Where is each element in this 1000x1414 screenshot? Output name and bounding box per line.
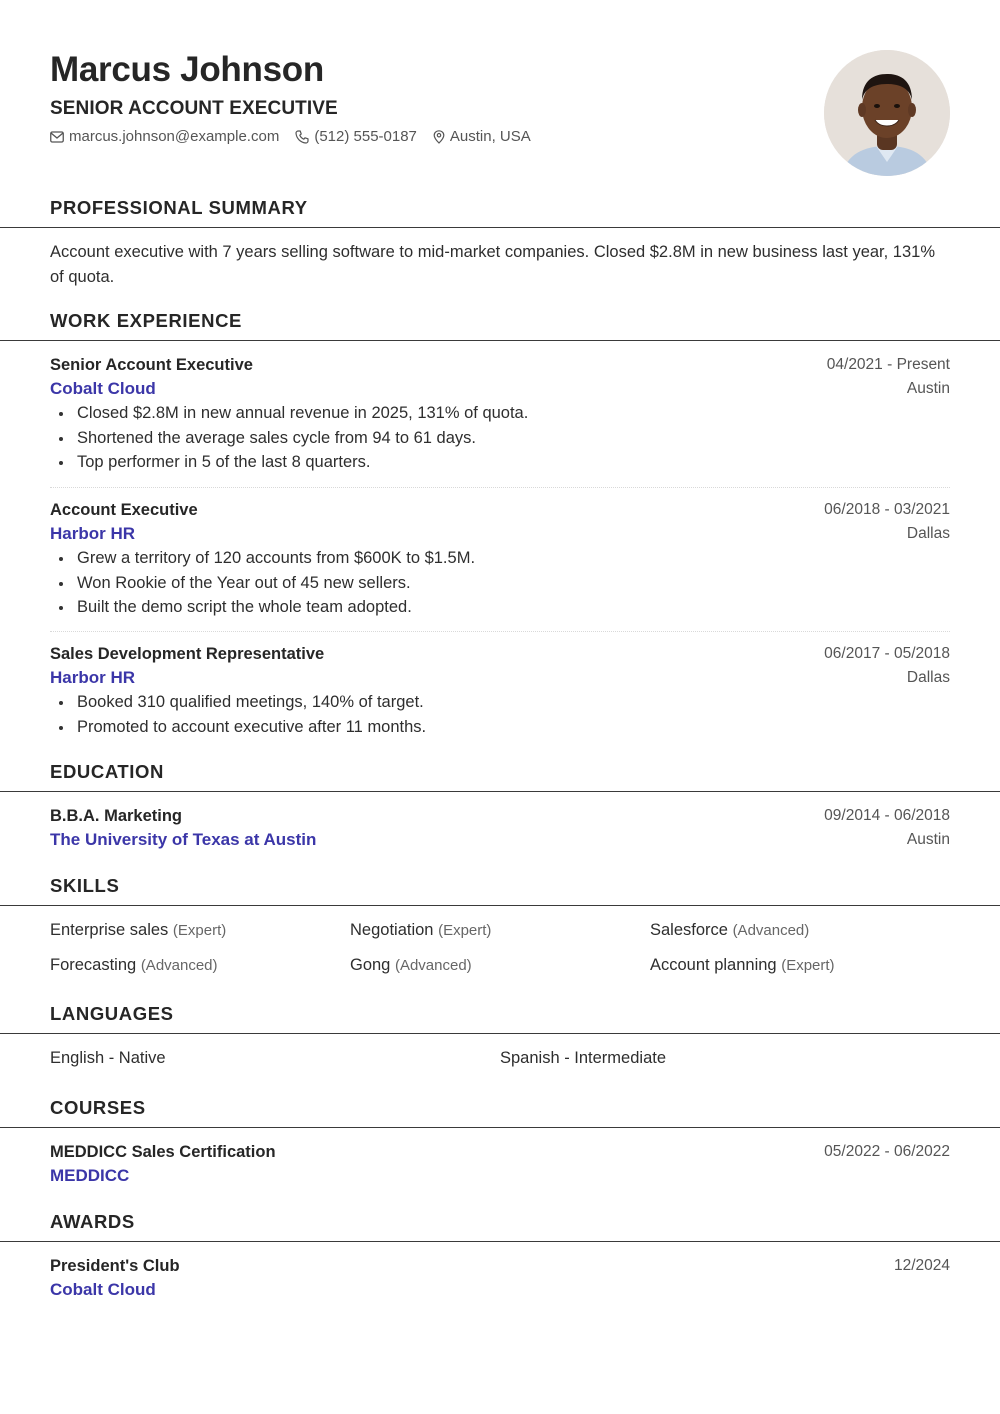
job-location: Dallas [906, 669, 950, 686]
list-item: Shortened the average sales cycle from 94 to 61 days. [50, 426, 950, 451]
job-title: Sales Development Representative [50, 645, 325, 663]
skill-level: (Expert) [781, 957, 835, 974]
education-heading: EDUCATION [50, 761, 164, 782]
experience-entry [50, 642, 950, 739]
resume-header [50, 48, 950, 178]
skill-name: Gong [350, 956, 391, 974]
job-dates: 06/2017 - 05/2018 [824, 645, 950, 662]
entry-divider [50, 487, 950, 488]
section-divider [0, 1241, 1000, 1242]
skill-name: Salesforce [650, 921, 728, 939]
job-dates: 06/2018 - 03/2021 [824, 501, 950, 518]
skill-level: (Advanced) [140, 957, 218, 974]
entry-divider [50, 631, 950, 632]
course-name: MEDDICC Sales Certification [50, 1143, 276, 1161]
achievement-list [50, 401, 950, 475]
course-entry [50, 1140, 950, 1188]
skill-level: (Advanced) [394, 957, 472, 974]
award-issuer: Cobalt Cloud [50, 1280, 156, 1299]
skill-name: Enterprise sales [50, 921, 169, 939]
achievement-list [50, 690, 950, 739]
location-text: Austin, USA [449, 128, 531, 145]
list-item: Booked 310 qualified meetings, 140% of target. [50, 690, 950, 715]
job-dates: 04/2021 - Present [826, 356, 950, 373]
summary-heading: PROFESSIONAL SUMMARY [50, 197, 308, 218]
education-entry [50, 804, 950, 852]
job-title: Account Executive [50, 501, 198, 519]
skills-heading: SKILLS [50, 875, 120, 896]
experience-entry [50, 498, 950, 620]
job-location: Dallas [906, 525, 950, 542]
company-name: Cobalt Cloud [50, 379, 156, 398]
skill-level: (Expert) [172, 922, 227, 939]
language-item: Spanish - Intermediate [500, 1049, 667, 1067]
course-dates: 05/2022 - 06/2022 [824, 1143, 950, 1160]
list-item: Grew a territory of 120 accounts from $600K to $1.5M. [50, 546, 950, 571]
skill-item [350, 918, 491, 943]
award-entry [50, 1254, 950, 1302]
skill-level: (Advanced) [732, 922, 810, 939]
list-item: Built the demo script the whole team adopted. [50, 595, 950, 620]
company-name: Harbor HR [50, 524, 136, 543]
section-divider [0, 1033, 1000, 1034]
skill-item [50, 918, 226, 943]
school-name: The University of Texas at Austin [50, 830, 317, 849]
skill-name: Negotiation [350, 921, 434, 939]
courses-heading: COURSES [50, 1097, 146, 1118]
section-divider [0, 791, 1000, 792]
skill-name: Forecasting [50, 956, 137, 974]
section-divider [0, 905, 1000, 906]
candidate-title: SENIOR ACCOUNT EXECUTIVE [50, 98, 338, 119]
experience-entry [50, 353, 950, 475]
candidate-name: Marcus Johnson [50, 50, 324, 89]
education-location: Austin [906, 831, 950, 848]
skill-item [350, 953, 472, 978]
section-divider [0, 227, 1000, 228]
contact-info [50, 128, 950, 145]
course-provider: MEDDICC [50, 1166, 130, 1185]
languages-heading: LANGUAGES [50, 1003, 174, 1024]
section-divider [0, 1127, 1000, 1128]
phone-text: (512) 555-0187 [314, 128, 417, 145]
section-divider [0, 340, 1000, 341]
phone-icon [295, 130, 309, 144]
email-contact[interactable] [50, 128, 279, 145]
skill-name: Account planning [650, 956, 777, 974]
phone-contact[interactable] [295, 128, 417, 145]
job-location: Austin [906, 380, 950, 397]
skill-item [650, 918, 809, 943]
email-text: marcus.johnson@example.com [69, 128, 280, 145]
degree-name: B.B.A. Marketing [50, 807, 183, 825]
experience-heading: WORK EXPERIENCE [50, 310, 242, 331]
company-name: Harbor HR [50, 668, 136, 687]
list-item: Won Rookie of the Year out of 45 new sellers. [50, 571, 950, 596]
list-item: Closed $2.8M in new annual revenue in 2025, 131% of quota. [50, 401, 950, 426]
summary-text: Account executive with 7 years selling software to mid-market companies. Closed $2.8M in new business last year, 131% of quota. [50, 243, 936, 286]
location-contact [433, 128, 531, 145]
award-name: President's Club [50, 1257, 180, 1275]
profile-photo-icon [824, 50, 950, 176]
location-pin-icon [433, 130, 445, 144]
achievement-list [50, 546, 950, 620]
skill-item [50, 953, 218, 978]
list-item: Top performer in 5 of the last 8 quarters. [50, 450, 950, 475]
award-date: 12/2024 [893, 1257, 950, 1274]
awards-heading: AWARDS [50, 1211, 135, 1232]
list-item: Promoted to account executive after 11 months. [50, 715, 950, 740]
job-title: Senior Account Executive [50, 356, 253, 374]
skill-item [650, 953, 835, 978]
mail-icon [50, 131, 64, 143]
skill-level: (Expert) [438, 922, 492, 939]
language-item: English - Native [50, 1049, 166, 1067]
avatar [824, 50, 950, 176]
education-dates: 09/2014 - 06/2018 [824, 807, 950, 824]
